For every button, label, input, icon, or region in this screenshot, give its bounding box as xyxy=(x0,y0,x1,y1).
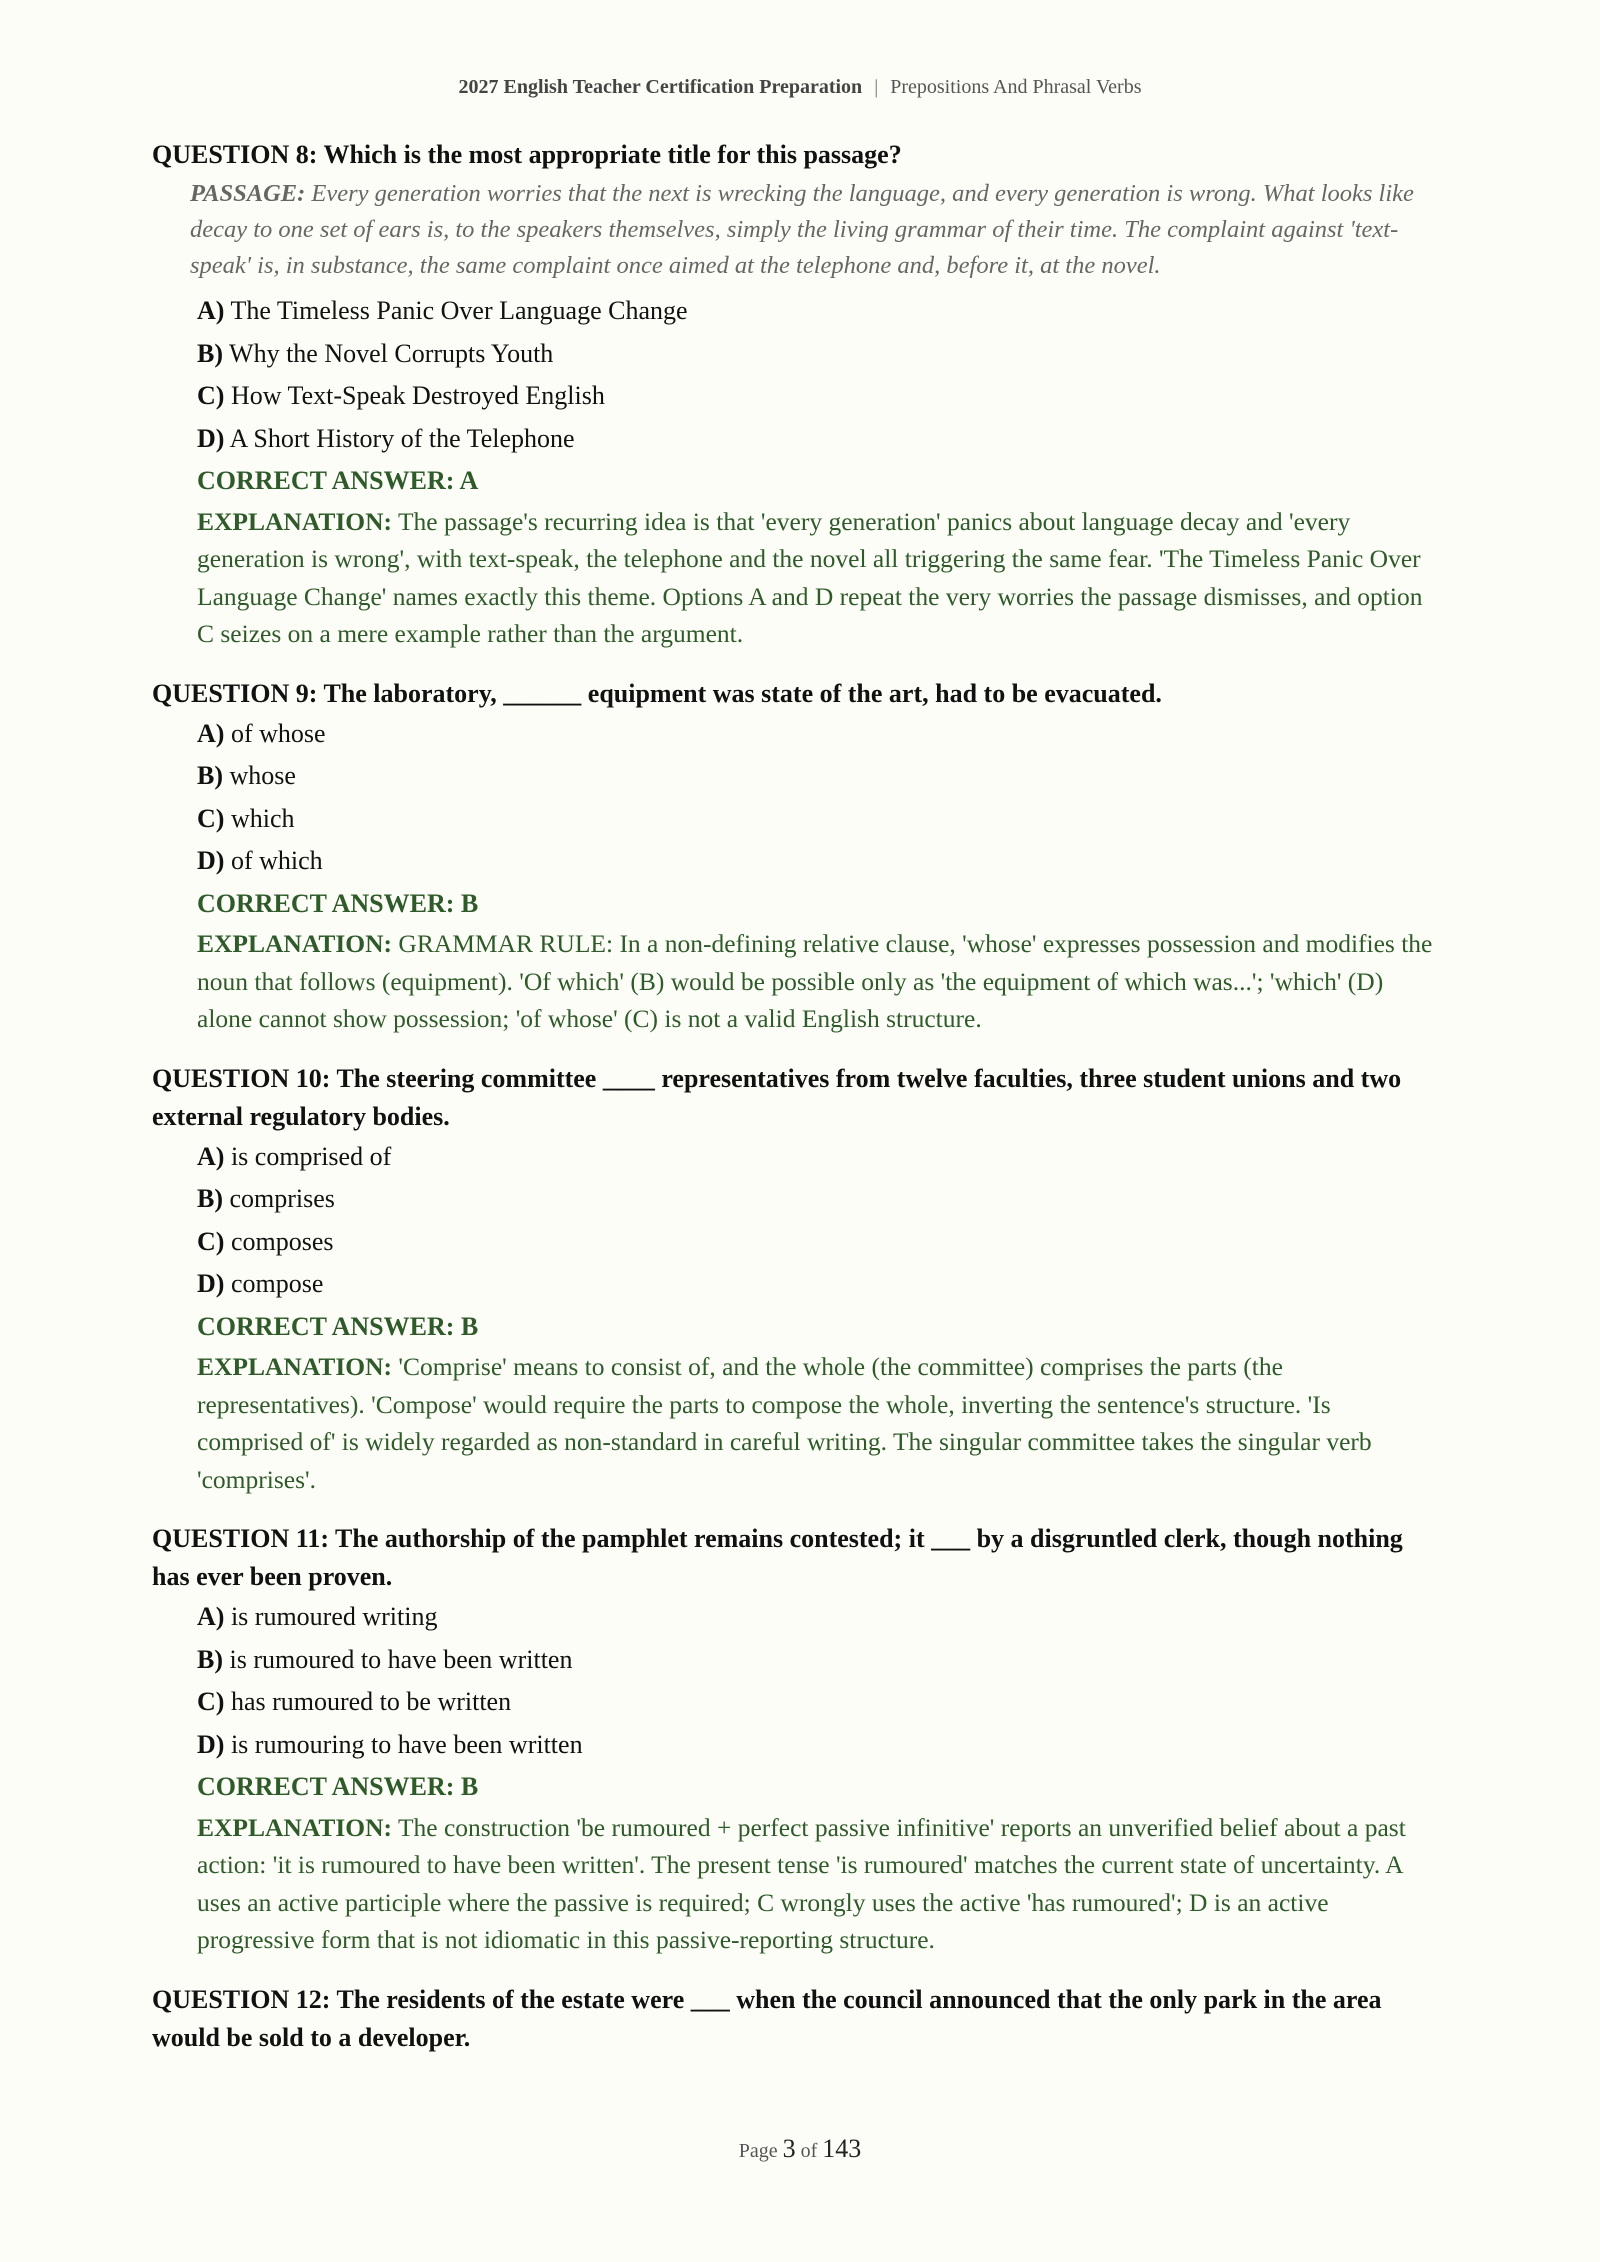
option-letter: A) xyxy=(197,1141,225,1171)
option-letter: C) xyxy=(197,1226,225,1256)
passage xyxy=(190,176,1442,284)
option-letter: C) xyxy=(197,381,225,410)
option-text: How Text-Speak Destroyed English xyxy=(230,381,605,410)
option-c xyxy=(197,375,1442,418)
option-text: of which xyxy=(230,846,323,875)
option-text: composes xyxy=(230,1226,334,1256)
option-c xyxy=(197,798,1442,841)
option-letter: D) xyxy=(197,423,225,453)
question-stem: QUESTION 12: The residents of the estate were ___ when the council announced that the only park in the area would be sold to a developer. xyxy=(152,1984,1382,2052)
question-stem: QUESTION 8: Which is the most appropriate title for this passage? xyxy=(152,140,902,169)
header-subtitle: Prepositions And Phrasal Verbs xyxy=(890,76,1142,98)
option-a xyxy=(197,1596,1442,1639)
explanation-label: EXPLANATION: xyxy=(197,929,393,958)
option-text: compose xyxy=(230,1269,324,1298)
correct-answer: CORRECT ANSWER: A xyxy=(197,466,479,495)
page-header xyxy=(0,76,1600,99)
page-number: 3 xyxy=(782,2134,796,2163)
option-letter: C) xyxy=(197,803,225,833)
option-letter: A) xyxy=(197,718,225,748)
page-content xyxy=(152,136,1442,2079)
option-a xyxy=(197,290,1442,333)
option-text: comprises xyxy=(229,1184,335,1213)
explanation xyxy=(197,503,1442,653)
option-letter: D) xyxy=(197,1729,225,1759)
option-d xyxy=(197,1263,1442,1306)
explanation-label: EXPLANATION: xyxy=(197,1812,393,1842)
option-letter: B) xyxy=(197,338,223,368)
option-b xyxy=(197,333,1442,376)
option-text: of whose xyxy=(230,718,326,748)
option-c xyxy=(197,1221,1442,1264)
option-text: is rumoured to have been written xyxy=(229,1644,573,1674)
passage-label: PASSAGE: xyxy=(190,180,306,207)
option-b xyxy=(197,755,1442,798)
option-d xyxy=(197,840,1442,883)
explanation xyxy=(197,925,1442,1038)
option-text: is comprised of xyxy=(230,1141,392,1171)
correct-answer: CORRECT ANSWER: B xyxy=(197,888,479,918)
question-12 xyxy=(152,1981,1442,2057)
question-11 xyxy=(152,1520,1442,1959)
page-label: Page xyxy=(738,2140,778,2162)
explanation-text: The construction 'be rumoured + perfect passive infinitive' reports an unverified belief about a past action: 'it is rumoured to have been written'. The present tense 'is rumoured' matches the current state of uncertainty. A uses an active participle where the passive is required; C wrongly uses the active 'has rumoured'; D is an active progressive form that is not idiomatic in this passive-reporting structure. xyxy=(197,1812,1406,1954)
option-text: is rumoured writing xyxy=(230,1602,438,1631)
option-text: whose xyxy=(229,761,296,790)
total-pages: 143 xyxy=(822,2134,862,2163)
option-letter: B) xyxy=(197,761,223,790)
explanation-text: 'Comprise' means to consist of, and the whole (the committee) comprises the parts (the representatives). 'Compose' would require the parts to compose the whole, inverting the sentence's structure. 'Is comprised of' is widely regarded as non-standard in careful writing. The singular committee takes the singular verb 'comprises'. xyxy=(197,1352,1372,1494)
question-stem: QUESTION 10: The steering committee ____ representatives from twelve faculties, three student unions and two external regulatory bodies. xyxy=(152,1063,1402,1131)
question-10 xyxy=(152,1060,1442,1499)
question-9 xyxy=(152,675,1442,1038)
question-8 xyxy=(152,136,1442,653)
header-separator: | xyxy=(874,76,879,98)
option-b xyxy=(197,1639,1442,1682)
option-letter: D) xyxy=(197,846,225,875)
page-footer xyxy=(0,2134,1600,2164)
explanation-text: The passage's recurring idea is that 'every generation' panics about language decay and 'every generation is wrong', with text-speak, the telephone and the novel all triggering the same fear. 'The Timeless Panic Over Language Change' names exactly this theme. Options A and D repeat the very worries the passage dismisses, and option C seizes on a mere example rather than the argument. xyxy=(197,506,1423,648)
option-text: A Short History of the Telephone xyxy=(229,423,575,453)
option-letter: A) xyxy=(197,296,225,325)
option-text: Why the Novel Corrupts Youth xyxy=(229,338,554,368)
explanation-text: GRAMMAR RULE: In a non-defining relative clause, 'whose' expresses possession and modifies the noun that follows (equipment). 'Of which' (B) would be possible only as 'the equipment of which was...'; 'which' (D) alone cannot show possession; 'of whose' (C) is not a valid English structure. xyxy=(197,929,1433,1033)
option-letter: B) xyxy=(197,1644,223,1674)
correct-answer: CORRECT ANSWER: B xyxy=(197,1772,479,1801)
option-text: which xyxy=(230,803,295,833)
option-letter: D) xyxy=(197,1269,225,1298)
option-d xyxy=(197,1724,1442,1767)
option-b xyxy=(197,1178,1442,1221)
option-c xyxy=(197,1681,1442,1724)
option-text: is rumouring to have been written xyxy=(230,1729,583,1759)
option-a xyxy=(197,713,1442,756)
option-letter: A) xyxy=(197,1602,225,1631)
question-stem: QUESTION 11: The authorship of the pamphlet remains contested; it ___ by a disgruntled clerk, though nothing has ever been proven. xyxy=(152,1524,1403,1591)
option-text: has rumoured to be written xyxy=(230,1687,512,1716)
option-letter: C) xyxy=(197,1687,225,1716)
of-label: of xyxy=(800,2140,818,2162)
explanation xyxy=(197,1348,1442,1498)
option-text: The Timeless Panic Over Language Change xyxy=(230,296,688,325)
header-title: 2027 English Teacher Certification Preparation xyxy=(458,76,863,98)
correct-answer: CORRECT ANSWER: B xyxy=(197,1311,479,1341)
explanation-label: EXPLANATION: xyxy=(197,506,393,536)
question-stem: QUESTION 9: The laboratory, ______ equipment was state of the art, had to be evacuated. xyxy=(152,678,1162,708)
option-a xyxy=(197,1136,1442,1179)
passage-text: Every generation worries that the next is wrecking the language, and every generation is wrong. What looks like decay to one set of ears is, to the speakers themselves, simply the living grammar of their time. The complaint against 'text-speak' is, in substance, the same complaint once aimed at the telephone and, before it, at the novel. xyxy=(190,180,1414,279)
option-letter: B) xyxy=(197,1184,223,1213)
explanation-label: EXPLANATION: xyxy=(197,1352,393,1381)
explanation xyxy=(197,1809,1442,1959)
option-d xyxy=(197,418,1442,461)
